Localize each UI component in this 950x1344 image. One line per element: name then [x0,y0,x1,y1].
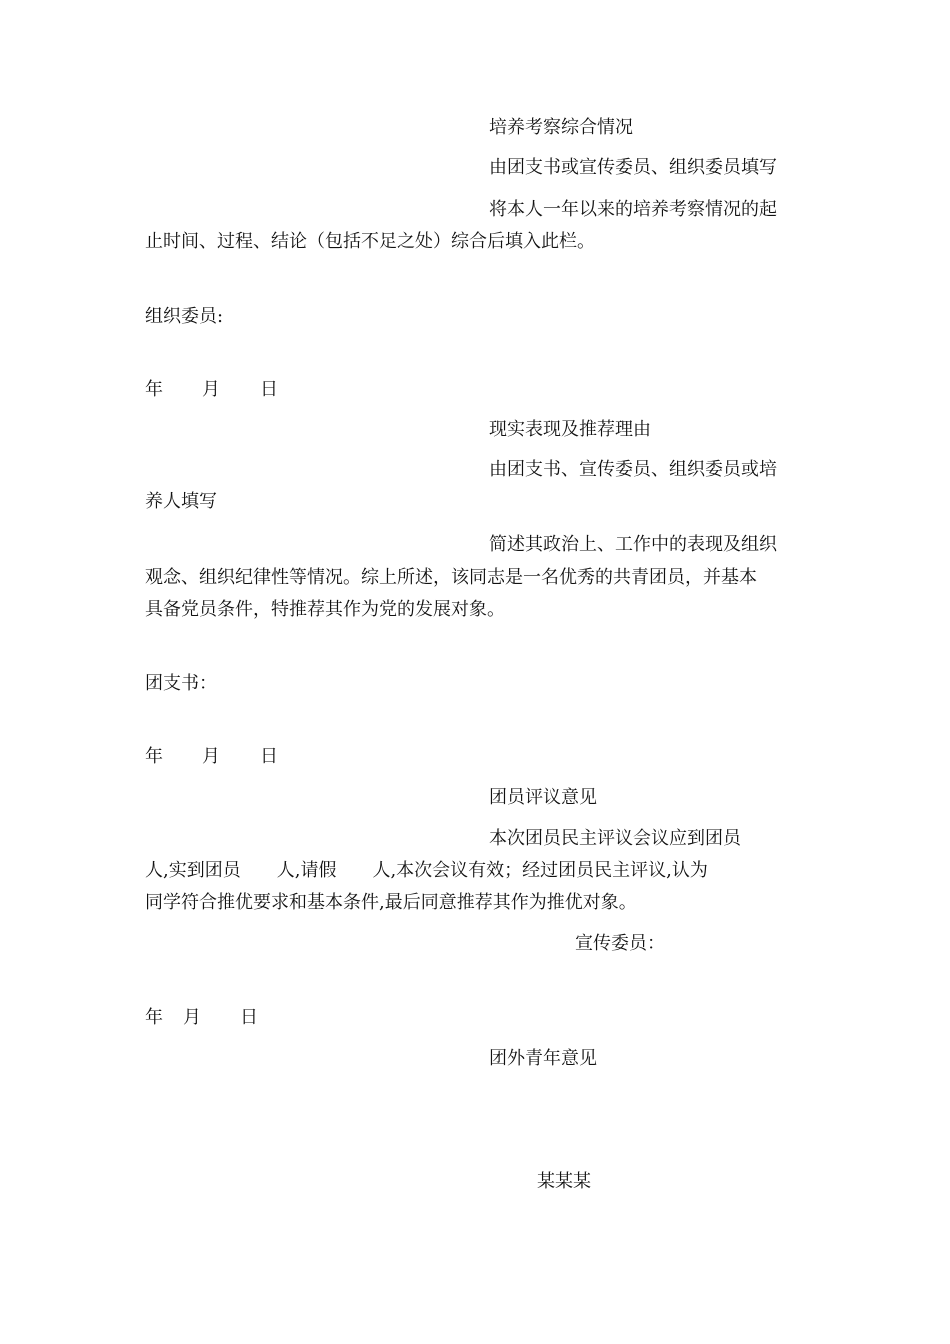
body-line: 具备党员条件，特推荐其作为党的发展对象。 [145,599,505,620]
signer-label-propaganda-member: 宣传委员： [575,933,665,954]
section-heading-non-member-opinion: 团外青年意见 [489,1048,597,1069]
date-month: 月 [202,746,220,767]
date-line [145,1006,345,1030]
date-day: 日 [260,746,278,767]
body-line: 观念、组织纪律性等情况。综上所述，该同志是一名优秀的共青团员，并基本 [145,567,757,588]
body-line: 同学符合推优要求和基本条件,最后同意推荐其作为推优对象。 [145,892,637,913]
body-line: 简述其政治上、工作中的表现及组织 [489,534,777,555]
signer-label-league-secretary: 团支书： [145,673,217,694]
section-subheading-fill-by: 由团支书或宣传委员、组织委员填写 [489,157,777,178]
date-day: 日 [240,1007,258,1028]
section-subheading-fill-by: 由团支书、宣传委员、组织委员或培 [489,459,777,480]
date-line [145,745,345,769]
date-year: 年 [145,746,163,767]
signature-name: 某某某 [537,1171,591,1192]
date-month: 月 [202,379,220,400]
date-year: 年 [145,1007,163,1028]
section-heading-member-review: 团员评议意见 [489,787,597,808]
instruction-line: 将本人一年以来的培养考察情况的起 [489,199,777,220]
section-subheading-fill-by: 养人填写 [145,491,217,512]
date-year: 年 [145,379,163,400]
date-month: 月 [183,1007,201,1028]
body-line: 人,实到团员 人,请假 人,本次会议有效；经过团员民主评议,认为 [145,860,708,881]
body-line: 本次团员民主评议会议应到团员 [489,828,741,849]
section-heading-training-review: 培养考察综合情况 [489,117,633,138]
section-heading-performance: 现实表现及推荐理由 [489,419,651,440]
date-line [145,378,345,402]
signer-label-organization-member: 组织委员: [145,306,224,327]
date-day: 日 [260,379,278,400]
instruction-line: 止时间、过程、结论（包括不足之处）综合后填入此栏。 [145,231,595,252]
